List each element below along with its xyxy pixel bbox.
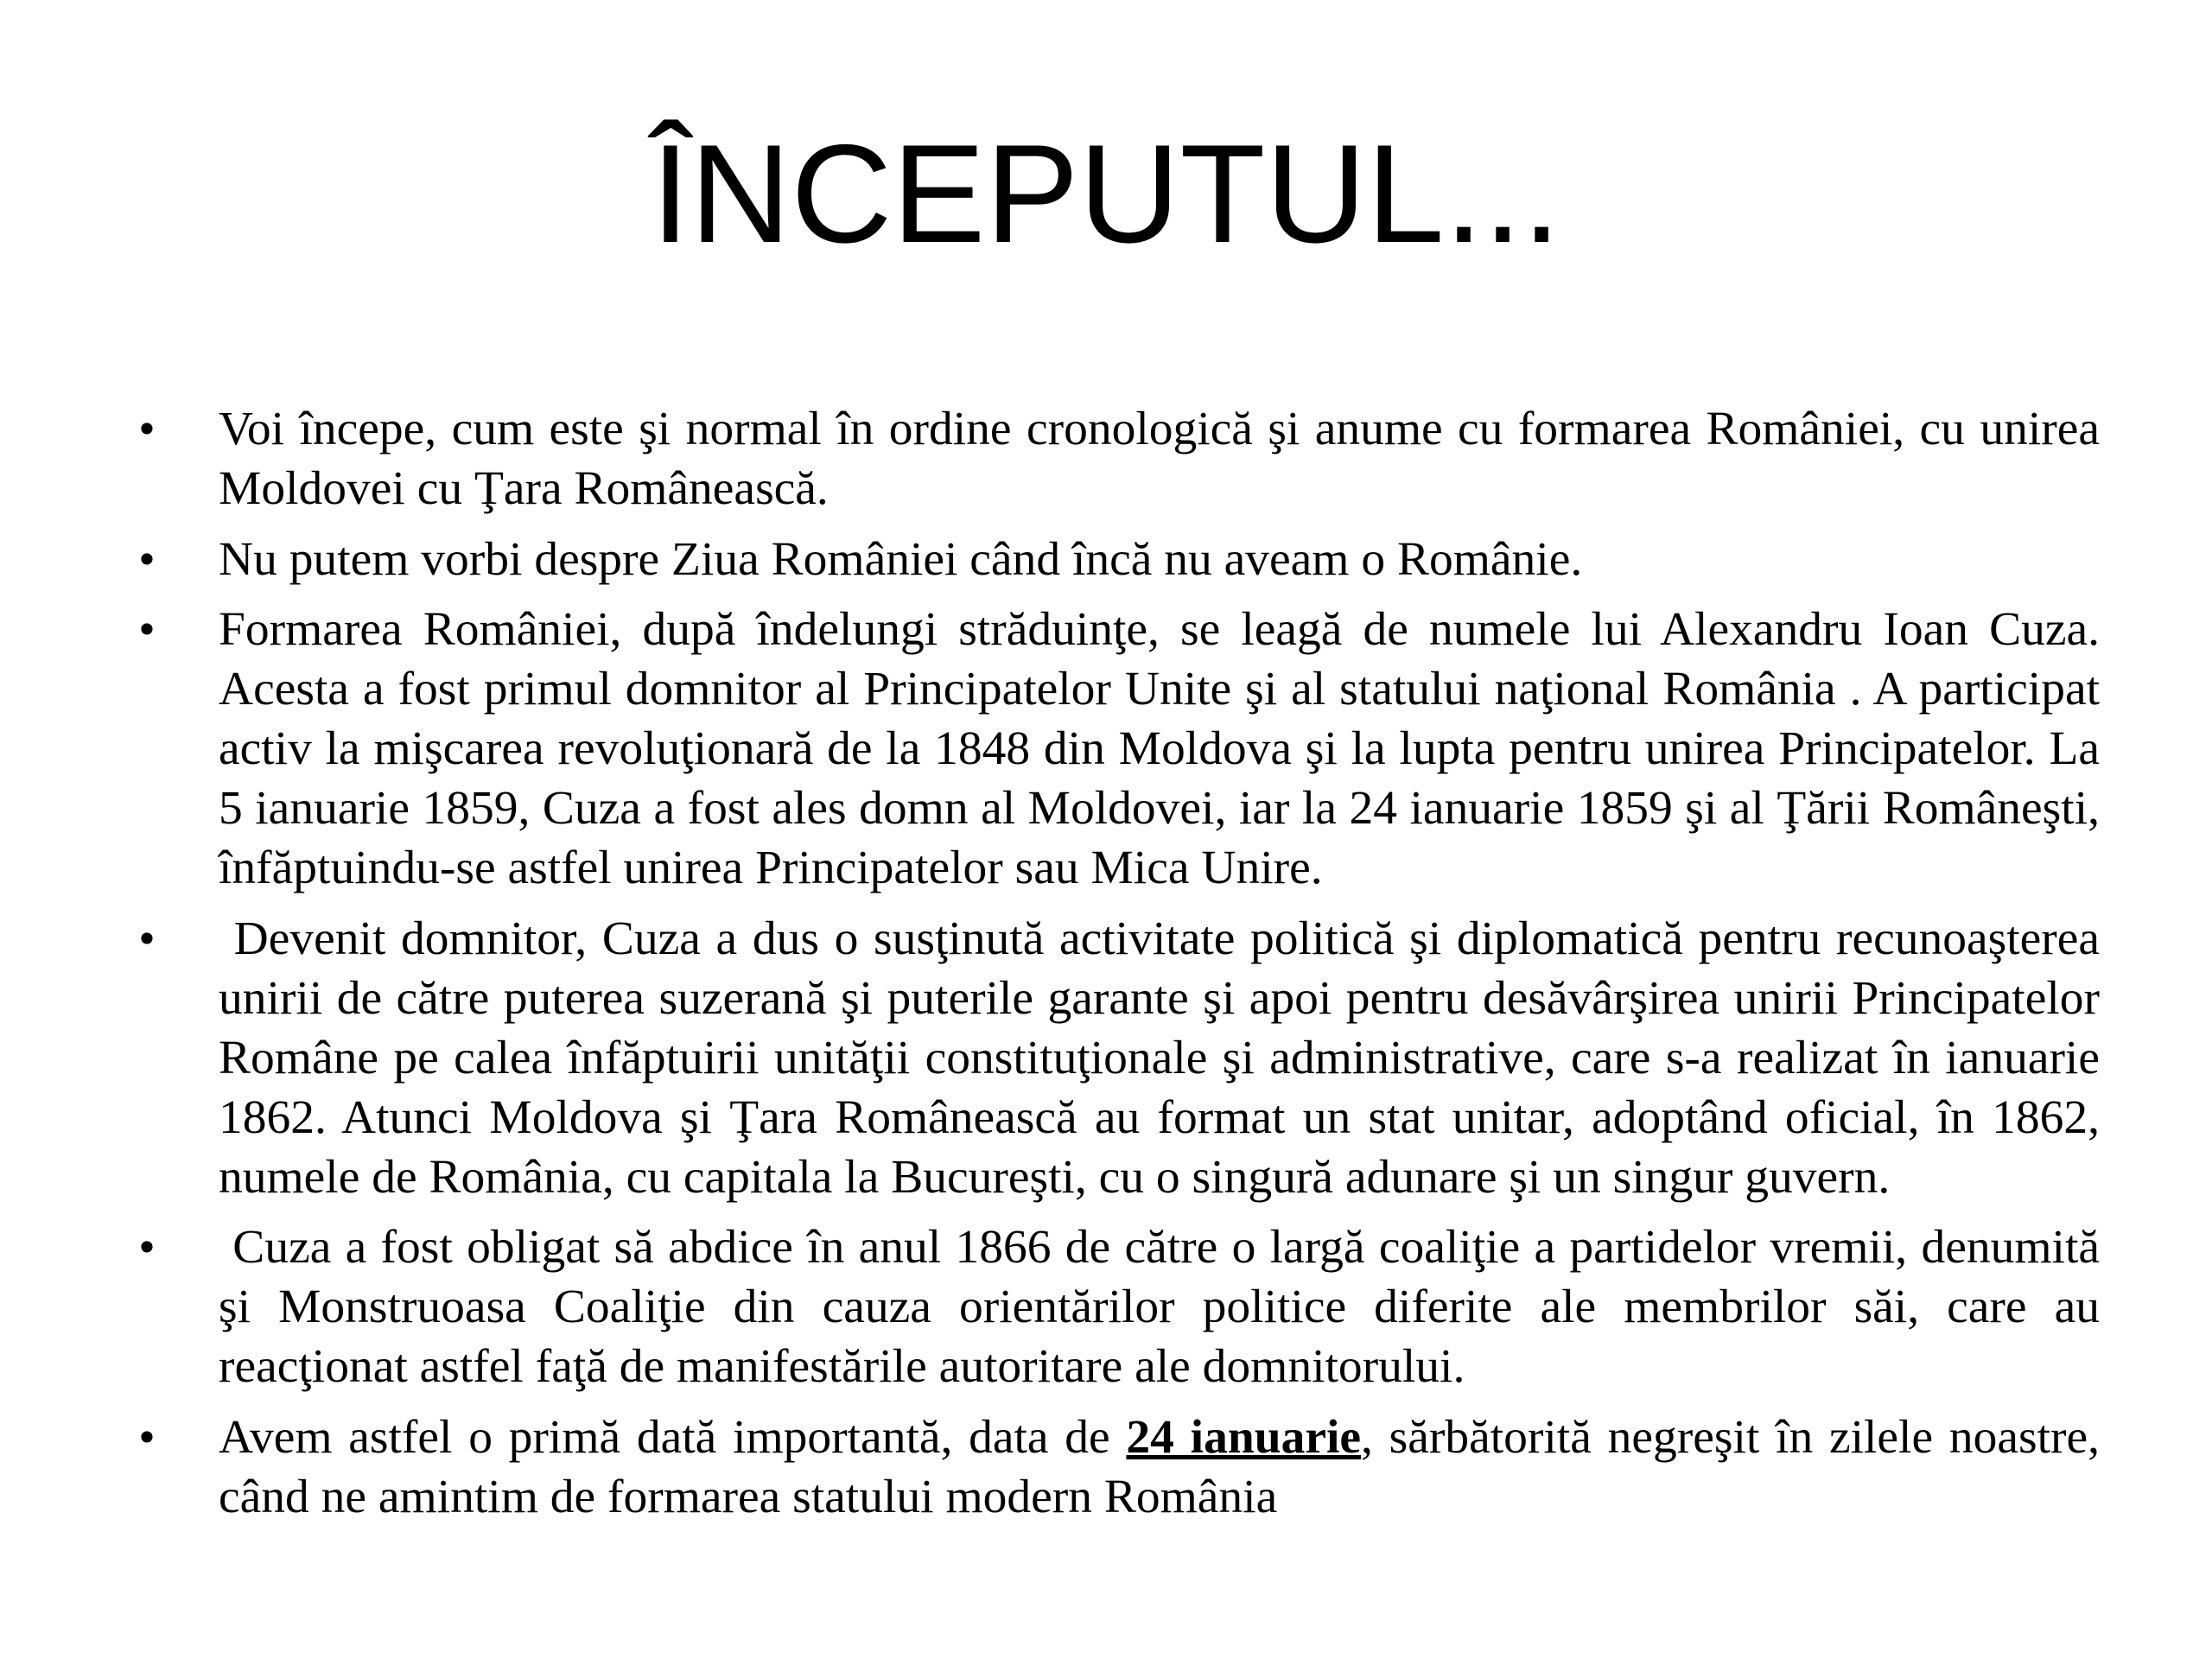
bullet-marker: • [138, 1221, 156, 1274]
bullet-text: Devenit domnitor, Cuza a dus o susţinută activitate politică şi diplomatică pentru recunoaşterea unirii de către puterea suzerană şi puterile garante şi apoi pentru desăvârşirea unirii Principatelor Române pe calea înfăptuirii unităţii constituţionale şi administrative, care s-a realizat în ianuarie 1862. Atunci Moldova şi Ţara Românească au format un stat unitar, adoptând oficial, în 1862, numele de România, cu capitala la Bucureşti, cu o singură adunare şi un singur guvern. [219, 912, 2112, 1204]
bullet-text: Voi începe, cum este şi normal în ordine cronologică şi anume cu formarea României, cu unirea Moldovei cu Ţara Românească. [219, 403, 2100, 515]
bullet-text [219, 1408, 2100, 1527]
bullet-item [130, 1408, 2100, 1527]
slide-title: ÎNCEPUTUL... [651, 116, 1561, 272]
bullet-marker: • [138, 1410, 156, 1464]
bullet-text-after: , sărbătorită negreşit în zilele noastre, când ne amintim de formarea statului modern România [219, 1410, 2100, 1523]
highlighted-date-link[interactable]: 24 ianuarie [1126, 1410, 1362, 1464]
bullet-marker: • [138, 403, 156, 455]
bullet-text: Cuza a fost obligat să abdice în anul 1866 de către o largă coaliţie a partidelor vremii, denumită şi Monstruoasa Coaliţie din cauza orientărilor politice diferite ale membrilor săi, care au reacţionat astfel faţă de manifestările autoritare ale domnitorului. [219, 1221, 2112, 1393]
bullet-text: Nu putem vorbi despre Ziua României când încă nu aveam o Românie. [219, 532, 1583, 586]
bullet-item [130, 1217, 2112, 1396]
bullet-list [130, 399, 2112, 1537]
bullet-marker: • [138, 532, 156, 586]
bullet-item [130, 600, 2100, 898]
bullet-text-before: Avem astfel o primă dată importantă, data de [219, 1410, 1127, 1464]
bullet-text: Formarea României, după îndelungi străduinţe, se leagă de numele lui Alexandru Ioan Cuza. Acesta a fost primul domnitor al Principatelor Unite şi al statului naţional România . A participat activ la mişcarea revoluţionară de la 1848 din Moldova şi la lupta pentru unirea Principatelor. La 5 ianuarie 1859, Cuza a fost ales domn al Moldovei, iar la 24 ianuarie 1859 şi al Ţării Româneşti, înfăptuindu-se astfel unirea Principatelor sau Mica Unire. [219, 603, 2100, 894]
bullet-item [130, 530, 2100, 589]
bullet-item [130, 909, 2112, 1207]
bullet-marker: • [138, 603, 156, 656]
bullet-marker: • [138, 912, 156, 965]
bullet-item [130, 399, 2100, 518]
